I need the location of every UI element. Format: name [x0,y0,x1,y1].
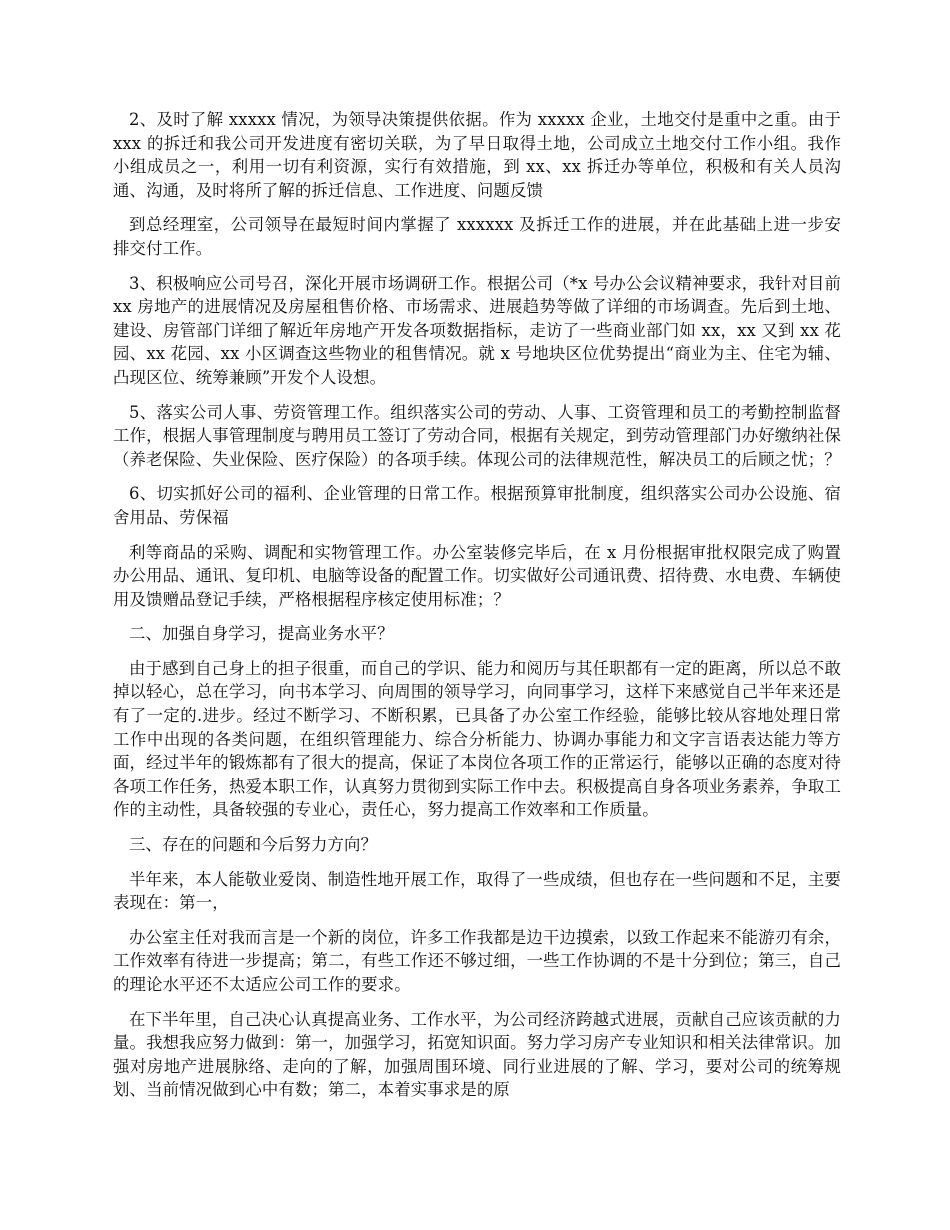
document-body [113,108,841,1113]
paragraph-procurement: 利等商品的采购、调配和实物管理工作。办公室装修完毕后，在 x 月份根据审批权限完成了购置办公用品、通讯、复印机、电脑等设备的配置工作。切实做好公司通讯费、招待费、水电费、车辆使用及馈赠品登记手续，严格根据程序核定使用标准；？ [113,542,841,609]
section-heading-problems: 三、存在的问题和今后努力方向？ [129,835,378,855]
paragraph-half-year: 半年来，本人能敬业爱岗、制造性地开展工作，取得了一些成绩，但也存在一些问题和不足，主要表现在：第一， [113,869,841,913]
paragraph-personnel: 5、落实公司人事、劳资管理工作。组织落实公司的劳动、人事、工资管理和员工的考勤控制监督工作，根据人事管理制度与聘用员工签订了劳动合同，根据有关规定，到劳动管理部门办好缴纳社保（养老保险、失业保险、医疗保险）的各项手续。体现公司的法律规范性，解决员工的后顾之忧；？ [113,402,841,469]
paragraph-market-research: 3、积极响应公司号召，深化开展市场调研工作。根据公司（*x 号办公会议精神要求，我针对目前 xx 房地产的进展情况及房屋租售价格、市场需求、进展趋势等做了详细的市场调查。先后到土地、建设、房管部门详细了解近年房地产开发各项数据指标，走访了一些商业部门如 xx，xx 又到 xx 花园、xx 花园、xx 小区调查这些物业的租售情况。就 x 号地块区位优势提出“商业为主、住宅为辅、凸现区位、统筹兼顾”开发个人设想。 [113,273,841,387]
paragraph-self-study: 由于感到自己身上的担子很重，而自己的学识、能力和阅历与其任职都有一定的距离，所以总不敢掉以轻心，总在学习，向书本学习、向周围的领导学习，向同事学习，这样下来感觉自己半年来还是有了一定的.进步。经过不断学习、不断积累，已具备了办公室工作经验，能够比较从容地处理日常工作中出现的各类问题，在组织管理能力、综合分析能力、协调办事能力和文字言语表达能力等方面，经过半年的锻炼都有了很大的提高，保证了本岗位各项工作的正常运行，能够以正确的态度对待各项工作任务，热爱本职工作，认真努力贯彻到实际工作中去。积极提高自身各项业务素养，争取工作的主动性，具备较强的专业心，责任心，努力提高工作效率和工作质量。 [113,658,841,820]
paragraph-welfare: 6、切实抓好公司的福利、企业管理的日常工作。根据预算审批制度，组织落实公司办公设施、宿舍用品、劳保福 [113,484,841,527]
paragraph-next-half: 在下半年里，自己决心认真提高业务、工作水平，为公司经济跨越式进展，贡献自己应该贡献的力量。我想我应努力做到：第一，加强学习，拓宽知识面。努力学习房产专业知识和相关法律常识。加强对房地产进展脉络、走向的了解，加强周围环境、同行业进展的了解、学习，要对公司的统筹规划、当前情况做到心中有数；第二，本着实事求是的原 [113,1009,841,1100]
section-heading-study: 二、加强自身学习，提高业务水平？ [129,624,394,644]
paragraph-general-manager: 到总经理室，公司领导在最短时间内掌握了 xxxxxx 及拆迁工作的进展，并在此基础上进一步安排交付工作。 [113,215,841,258]
paragraph-land-delivery: 2、及时了解 xxxxx 情况，为领导决策提供依据。作为 xxxxx 企业，土地交付是重中之重。由于 xxx 的拆迁和我公司开发进度有密切关联，为了早日取得土地，公司成立土地交付工作小组。我作小组成员之一，利用一切有利资源，实行有效措施，到 xx、xx 拆迁办等单位，积极和有关人员沟通、沟通，及时将所了解的拆迁信息、工作进度、问题反馈 [113,110,841,200]
paragraph-shortcomings: 办公室主任对我而言是一个新的岗位，许多工作我都是边干边摸索，以致工作起来不能游刃有余，工作效率有待进一步提高；第二，有些工作还不够过细，一些工作协调的不是十分到位；第三，自己的理论水平还不太适应公司工作的要求。 [113,927,841,994]
